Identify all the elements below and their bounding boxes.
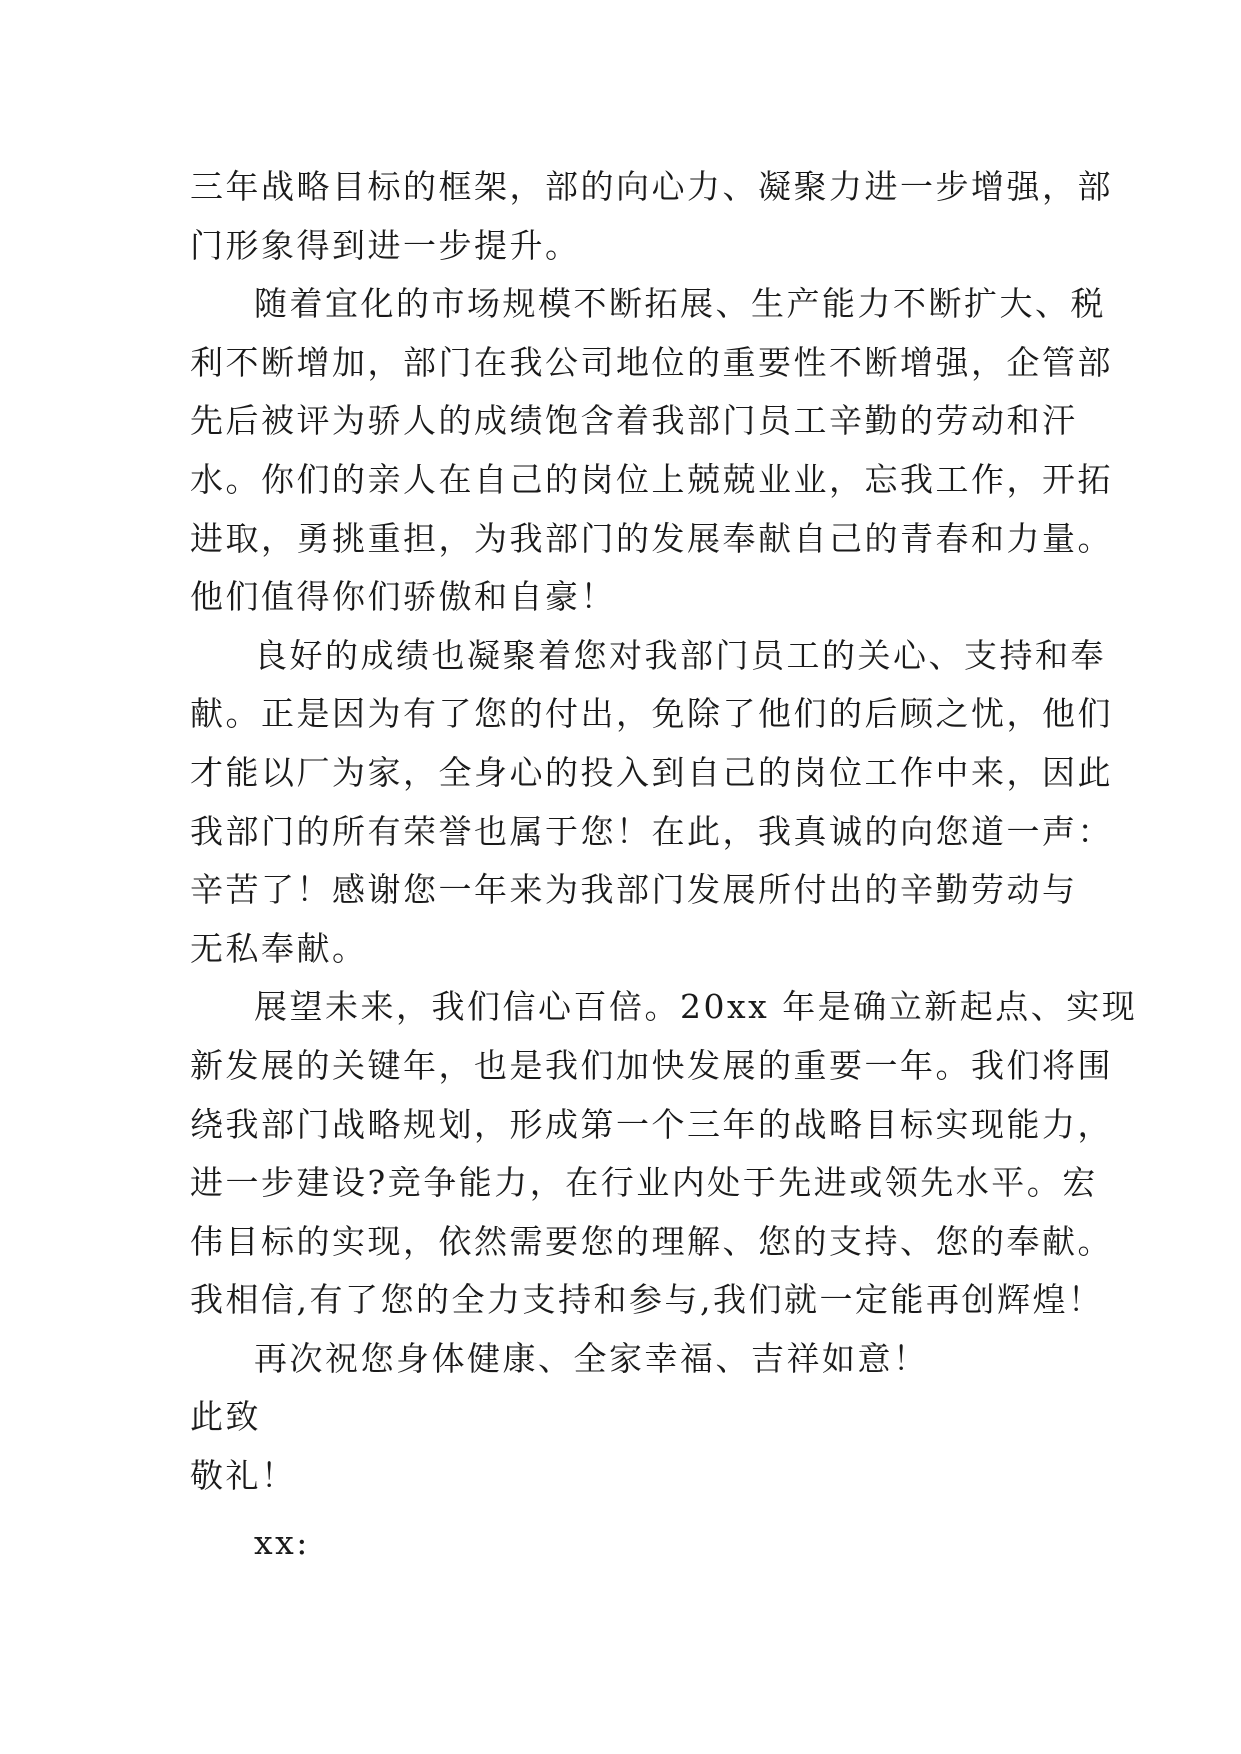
text-line: 我相信,有了您的全力支持和参与,我们就一定能再创辉煌！ [190,1280,1104,1320]
text-line: 绕我部门战略规划，形成第一个三年的战略目标实现能力， [190,1104,1113,1144]
text-line: 良好的成绩也凝聚着您对我部门员工的关心、支持和奉 [254,635,1106,675]
text-line: 再次祝您身体健康、全家幸福、吉祥如意！ [254,1338,929,1378]
text-line: 辛苦了！感谢您一年来为我部门发展所付出的辛勤劳动与 [190,870,1078,910]
text-line: 才能以厂为家，全身心的投入到自己的岗位工作中来，因此 [190,752,1113,792]
text-line: 展望未来，我们信心百倍。20xx 年是确立新起点、实现 [254,987,1138,1027]
text-line: 三年战略目标的框架，部的向心力、凝聚力进一步增强，部 [190,167,1113,206]
text-line: 随着宜化的市场规模不断拓展、生产能力不断扩大、税 [254,284,1106,324]
closing-regards: 敬礼！ [190,1456,297,1496]
closing-salutation: 此致 [190,1397,261,1437]
text-line: 水。你们的亲人在自己的岗位上兢兢业业，忘我工作，开拓 [190,459,1113,499]
text-line: 献。正是因为有了您的付出，免除了他们的后顾之忧，他们 [190,694,1113,734]
signature: xx: [254,1522,310,1562]
text-line: 进一步建设?竞争能力，在行业内处于先进或领先水平。宏 [190,1163,1098,1203]
letter-body [190,158,1138,1572]
text-line: 先后被评为骄人的成绩饱含着我部门员工辛勤的劳动和汗 [190,401,1078,441]
text-line: 门形象得到进一步提升。 [190,225,581,265]
text-line: 我部门的所有荣誉也属于您！在此，我真诚的向您道一声： [190,811,1113,851]
text-line: 进取，勇挑重担，为我部门的发展奉献自己的青春和力量。 [190,518,1113,558]
text-line: 新发展的关键年，也是我们加快发展的重要一年。我们将围 [190,1045,1113,1085]
text-line: 他们值得你们骄傲和自豪！ [190,577,616,617]
text-line: 伟目标的实现，依然需要您的理解、您的支持、您的奉献。 [190,1221,1113,1261]
text-line: 利不断增加，部门在我公司地位的重要性不断增强，企管部 [190,342,1113,382]
text-line: 无私奉献。 [190,928,368,968]
